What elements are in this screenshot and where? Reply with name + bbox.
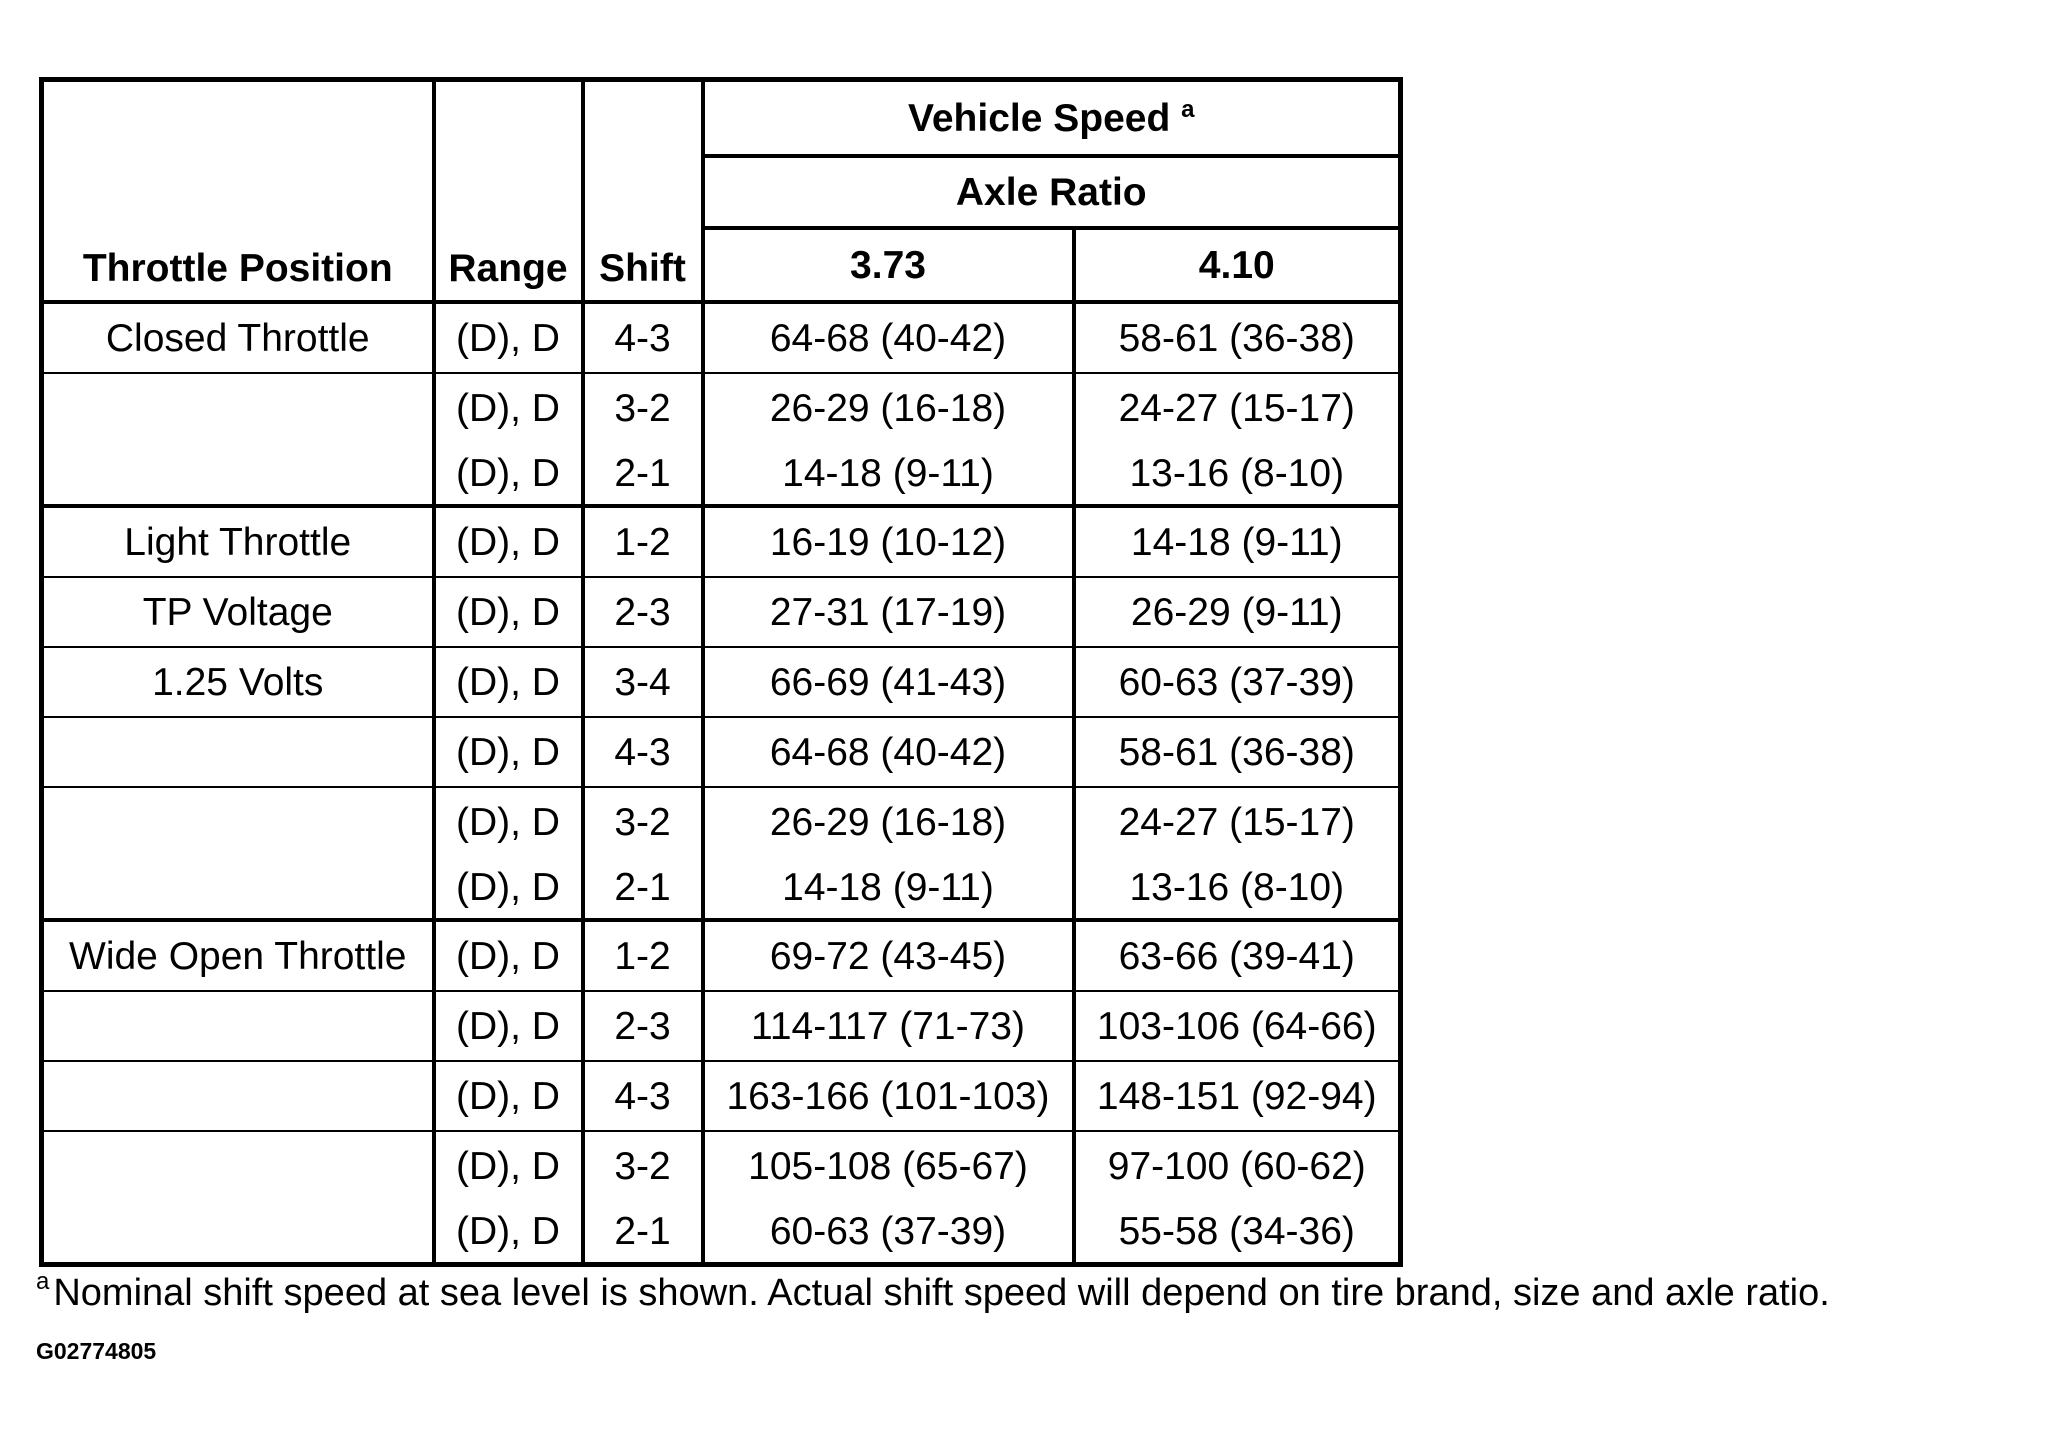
shift-cell: 2-1 [583, 1200, 703, 1265]
speed-410-cell: 13-16 (8-10) [1074, 856, 1401, 920]
throttle-cell: TP Voltage [42, 577, 434, 647]
header-shift: Shift [583, 80, 703, 303]
footnote [36, 1268, 1830, 1315]
footnote-mark: a [36, 1268, 50, 1295]
range-cell: (D), D [434, 302, 583, 373]
speed-373-cell: 14-18 (9-11) [703, 442, 1074, 506]
speed-373-cell: 163-166 (101-103) [703, 1061, 1074, 1131]
table-row [42, 442, 1401, 506]
table-row [42, 1200, 1401, 1265]
shift-cell: 4-3 [583, 302, 703, 373]
speed-373-cell: 60-63 (37-39) [703, 1200, 1074, 1265]
header-vehicle-speed-label: Vehicle Speed [908, 96, 1171, 140]
shift-speed-table [39, 77, 1403, 1267]
shift-cell: 3-2 [583, 787, 703, 856]
shift-cell: 2-1 [583, 442, 703, 506]
footnote-text: Nominal shift speed at sea level is shown. Actual shift speed will depend on tire brand, size and axle ratio. [53, 1272, 1830, 1314]
speed-373-cell: 16-19 (10-12) [703, 506, 1074, 577]
speed-410-cell: 58-61 (36-38) [1074, 717, 1401, 787]
speed-410-cell: 148-151 (92-94) [1074, 1061, 1401, 1131]
throttle-cell: 1.25 Volts [42, 647, 434, 717]
range-cell: (D), D [434, 506, 583, 577]
table-row [42, 991, 1401, 1061]
header-throttle-position: Throttle Position [42, 80, 434, 303]
speed-410-cell: 97-100 (60-62) [1074, 1131, 1401, 1200]
throttle-cell [42, 787, 434, 856]
header-range: Range [434, 80, 583, 303]
range-cell: (D), D [434, 577, 583, 647]
header-footnote-mark: a [1181, 95, 1195, 123]
throttle-cell [42, 442, 434, 506]
throttle-cell [42, 1131, 434, 1200]
figure-id: G02774805 [36, 1338, 157, 1364]
throttle-cell [42, 717, 434, 787]
speed-373-cell: 105-108 (65-67) [703, 1131, 1074, 1200]
shift-cell: 2-3 [583, 991, 703, 1061]
range-cell: (D), D [434, 787, 583, 856]
speed-410-cell: 24-27 (15-17) [1074, 373, 1401, 442]
throttle-cell [42, 1200, 434, 1265]
table-row [42, 506, 1401, 577]
speed-410-cell: 26-29 (9-11) [1074, 577, 1401, 647]
shift-cell: 2-3 [583, 577, 703, 647]
speed-373-cell: 66-69 (41-43) [703, 647, 1074, 717]
header-axle-ratio: Axle Ratio [703, 156, 1401, 228]
speed-373-cell: 26-29 (16-18) [703, 787, 1074, 856]
table-row [42, 717, 1401, 787]
header-ratio-373: 3.73 [703, 228, 1074, 302]
range-cell: (D), D [434, 1131, 583, 1200]
speed-373-cell: 26-29 (16-18) [703, 373, 1074, 442]
speed-373-cell: 14-18 (9-11) [703, 856, 1074, 920]
shift-cell: 3-2 [583, 1131, 703, 1200]
table-row [42, 647, 1401, 717]
shift-cell: 4-3 [583, 717, 703, 787]
speed-373-cell: 64-68 (40-42) [703, 302, 1074, 373]
speed-410-cell: 55-58 (34-36) [1074, 1200, 1401, 1265]
throttle-cell [42, 991, 434, 1061]
table-row [42, 577, 1401, 647]
speed-373-cell: 64-68 (40-42) [703, 717, 1074, 787]
speed-410-cell: 13-16 (8-10) [1074, 442, 1401, 506]
table-row [42, 373, 1401, 442]
range-cell: (D), D [434, 373, 583, 442]
table-row [42, 1131, 1401, 1200]
shift-cell: 1-2 [583, 920, 703, 991]
shift-cell: 2-1 [583, 856, 703, 920]
speed-410-cell: 24-27 (15-17) [1074, 787, 1401, 856]
throttle-cell: Closed Throttle [42, 302, 434, 373]
shift-cell: 4-3 [583, 1061, 703, 1131]
throttle-cell: Wide Open Throttle [42, 920, 434, 991]
throttle-cell [42, 373, 434, 442]
table-row [42, 920, 1401, 991]
range-cell: (D), D [434, 647, 583, 717]
speed-373-cell: 69-72 (43-45) [703, 920, 1074, 991]
table-row [42, 302, 1401, 373]
range-cell: (D), D [434, 920, 583, 991]
range-cell: (D), D [434, 856, 583, 920]
range-cell: (D), D [434, 442, 583, 506]
speed-410-cell: 63-66 (39-41) [1074, 920, 1401, 991]
table-row [42, 787, 1401, 856]
range-cell: (D), D [434, 1061, 583, 1131]
range-cell: (D), D [434, 991, 583, 1061]
shift-cell: 1-2 [583, 506, 703, 577]
speed-410-cell: 103-106 (64-66) [1074, 991, 1401, 1061]
table-row [42, 1061, 1401, 1131]
throttle-cell [42, 856, 434, 920]
range-cell: (D), D [434, 1200, 583, 1265]
speed-410-cell: 14-18 (9-11) [1074, 506, 1401, 577]
range-cell: (D), D [434, 717, 583, 787]
throttle-cell [42, 1061, 434, 1131]
table-row [42, 856, 1401, 920]
header-vehicle-speed [703, 80, 1401, 157]
shift-cell: 3-2 [583, 373, 703, 442]
shift-cell: 3-4 [583, 647, 703, 717]
speed-410-cell: 60-63 (37-39) [1074, 647, 1401, 717]
header-ratio-410: 4.10 [1074, 228, 1401, 302]
speed-373-cell: 114-117 (71-73) [703, 991, 1074, 1061]
speed-410-cell: 58-61 (36-38) [1074, 302, 1401, 373]
speed-373-cell: 27-31 (17-19) [703, 577, 1074, 647]
throttle-cell: Light Throttle [42, 506, 434, 577]
